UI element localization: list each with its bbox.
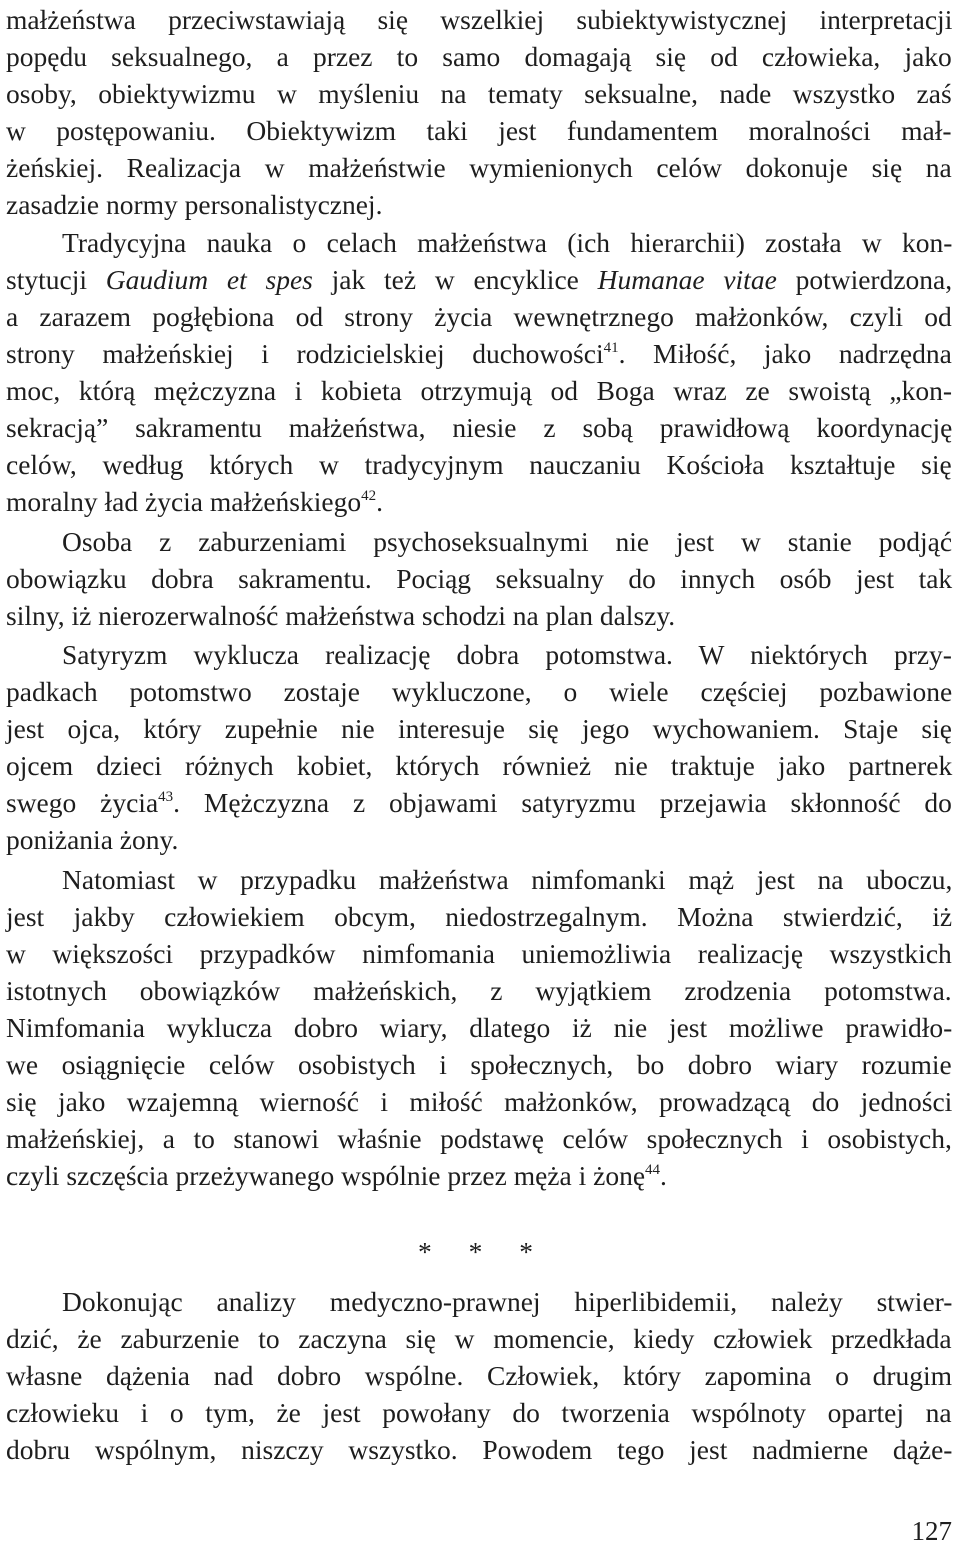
page-number: 127 xyxy=(911,1516,952,1546)
text-line: osoby, obiektywizmu w myśleniu na tematy seksualne, nade wszystko zaś xyxy=(6,78,952,109)
text-line: sekracją” sakramentu małżeństwa, niesie z sobą prawidłową koordynację xyxy=(6,412,953,443)
italic-title: Humanae vitae xyxy=(597,264,777,295)
text-line-mixed xyxy=(6,483,383,520)
text-line: Natomiast w przypadku małżeństwa nimfomanki mąż jest na uboczu, xyxy=(62,864,953,895)
text-line: ojcem dzieci różnych kobiet, których również nie traktuje jako partnerek xyxy=(6,750,953,781)
text-line: Satyryzm wyklucza realizację dobra potomstwa. W niektórych przy- xyxy=(62,639,952,670)
text-span: strony małżeńskiej i rodzicielskiej duchowości xyxy=(6,338,604,369)
text-line: dobru wspólnym, niszczy wszystko. Powodem tego jest nadmierne dąże- xyxy=(6,1434,953,1465)
text-line-mixed xyxy=(6,261,952,298)
text-span: . Miłość, jako nadrzędna xyxy=(618,338,952,369)
text-line: człowieku i o tym, że jest powołany do tworzenia wspólnoty opartej na xyxy=(6,1397,952,1428)
text-line: się jako wzajemną wierność i miłość małżonków, prowadzącą do jedności xyxy=(6,1086,953,1117)
text-line: jest ojca, który zupełnie nie interesuje się jego wychowaniem. Staje się xyxy=(6,713,952,744)
text-line: jest jakby człowiekiem obcym, niedostrzegalnym. Można stwierdzić, iż xyxy=(6,901,953,932)
text-line-mixed xyxy=(6,784,952,821)
text-span: . xyxy=(660,1160,667,1191)
text-span: czyli szczęścia przeżywanego wspólnie przez męża i żonę xyxy=(6,1160,646,1191)
footnote-ref: 42 xyxy=(361,488,377,504)
text-line: małżeńskiej, a to stanowi właśnie podstawę celów społecznych i osobistych, xyxy=(6,1123,952,1154)
text-line: celów, według których w tradycyjnym nauczaniu Kościoła kształtuje się xyxy=(6,449,952,480)
text-line: obowiązku dobra sakramentu. Pociąg seksualny do innych osób jest tak xyxy=(6,563,953,594)
text-line: własne dążenia nad dobro wspólne. Człowiek, który zapomina o drugim xyxy=(6,1360,953,1391)
text-line-mixed xyxy=(6,1157,667,1194)
text-line: we osiągnięcie celów osobistych i społecznych, bo dobro wiary rozumie xyxy=(6,1049,952,1080)
text-line-mixed xyxy=(6,335,952,372)
text-line: moc, którą mężczyzna i kobieta otrzymują od Boga wraz ze swoistą „kon- xyxy=(6,375,953,406)
text-span: . Mężczyzna z objawami satyryzmu przejawia skłonność do xyxy=(173,787,952,818)
footnote-ref: 41 xyxy=(603,340,619,356)
text-line: w postępowaniu. Obiektywizm taki jest fundamentem moralności mał- xyxy=(6,115,952,146)
text-line: popędu seksualnego, a przez to samo domagają się od człowieka, jako xyxy=(6,41,952,72)
text-span: swego życia xyxy=(6,787,159,818)
section-separator: * * * xyxy=(418,1236,533,1267)
text-line: zasadzie normy personalistycznej. xyxy=(6,189,383,220)
italic-title: Gaudium et spes xyxy=(105,264,313,295)
text-line: istotnych obowiązków małżeńskich, z wyjątkiem zrodzenia potomstwa. xyxy=(6,975,952,1006)
text-span: jak też w encyklice xyxy=(331,264,579,295)
text-span: potwierdzona, xyxy=(795,264,953,295)
text-line: poniżania żony. xyxy=(6,824,179,855)
text-line: a zarazem pogłębiona od strony życia wewnętrznego małżonków, czyli od xyxy=(6,301,952,332)
text-line: w większości przypadków nimfomania uniemożliwia realizację wszystkich xyxy=(6,938,952,969)
footnote-ref: 44 xyxy=(645,1162,661,1178)
text-line: Nimfomania wyklucza dobro wiary, dlatego iż nie jest możliwe prawidło- xyxy=(6,1012,953,1043)
text-line: Osoba z zaburzeniami psychoseksualnymi nie jest w stanie podjąć xyxy=(62,526,953,557)
text-line: małżeństwa przeciwstawiają się wszelkiej subiektywistycznej interpretacji xyxy=(6,4,953,35)
text-span: stytucji xyxy=(6,264,87,295)
text-line: dzić, że zaburzenie to zaczyna się w momencie, kiedy człowiek przedkłada xyxy=(6,1323,952,1354)
text-line: Tradycyjna nauka o celach małżeństwa (ich hierarchii) została w kon- xyxy=(62,227,953,258)
text-span: . xyxy=(376,486,383,517)
text-line: Dokonując analizy medyczno-prawnej hiperlibidemii, należy stwier- xyxy=(62,1286,953,1317)
text-span: moralny ład życia małżeńskiego xyxy=(6,486,362,517)
text-line: padkach potomstwo zostaje wykluczone, o wiele częściej pozbawione xyxy=(6,676,953,707)
footnote-ref: 43 xyxy=(158,789,174,805)
text-line: silny, iż nierozerwalność małżeństwa schodzi na plan dalszy. xyxy=(6,600,676,631)
text-line: żeńskiej. Realizacja w małżeństwie wymienionych celów dokonuje się na xyxy=(6,152,952,183)
